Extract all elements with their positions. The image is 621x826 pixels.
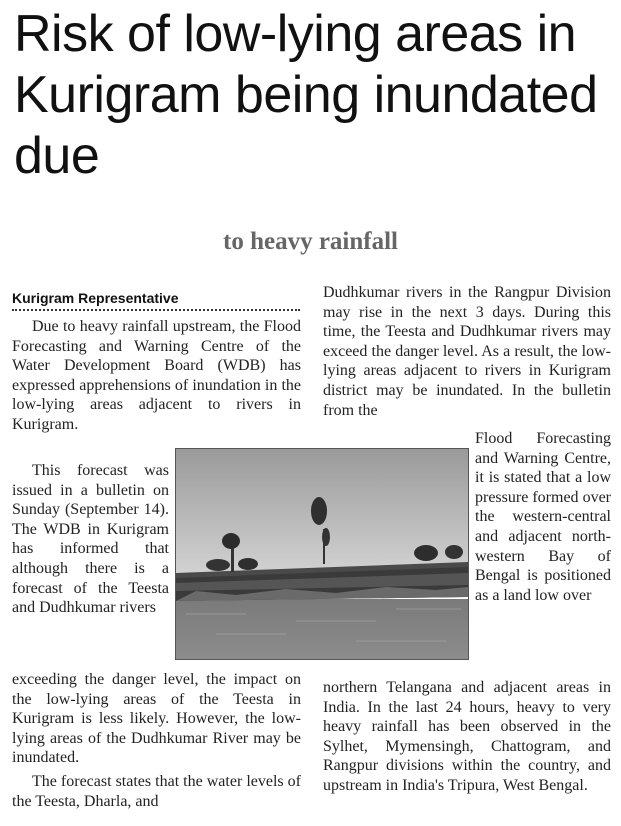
column-2-top: Dudhkumar rivers in the Rangpur Division may rise in the next 3 days. During this time, the Teesta and Dudhkumar rivers may exceed the danger level. As a result, the low-lying areas adjacent to rivers in Kurigram district may be inundated. In the bulletin from the (323, 284, 611, 419)
column-2-narrow: Flood Forecasting and Warning Centre, it is stated that a low pressure formed over the western-central and adjacent north-western Bay of Bengal is positioned as a land low over (475, 430, 611, 604)
paragraph-1: Due to heavy rainfall upstream, the Flood Forecasting and Warning Centre of the Water Development Board (WDB) has expressed apprehensions of inundation in the low-lying areas adjacent to rivers in Kurigram. (12, 318, 301, 433)
headline: Risk of low-lying areas in Kurigram being inundated due (14, 5, 598, 185)
byline: Kurigram Representative (12, 290, 300, 311)
column-2-bottom: northern Telangana and adjacent areas in India. In the last 24 hours, heavy to very heavy rainfall has been observed in the Sylhet, Mymensingh, Chattogram, and Rangpur divisions within the country, and upstream in India's Tripura, West Bengal. (323, 679, 611, 794)
paragraph-2-continued: exceeding the danger level, the impact on the low-lying areas of the Teesta in Kurigram is less likely. However, the low-lying areas of the Dudhkumar River may be inundated. (12, 671, 301, 767)
subheadline: to heavy rainfall (223, 228, 398, 255)
paragraph-2-narrow: This forecast was issued in a bulletin on Sunday (September 14). The WDB in Kurigram has informed that although there is a forecast of the Teesta and Dudhkumar rivers (12, 462, 169, 617)
paragraph-3: The forecast states that the water levels of the Teesta, Dharla, and (12, 773, 301, 810)
river-erosion-photo (175, 448, 469, 660)
